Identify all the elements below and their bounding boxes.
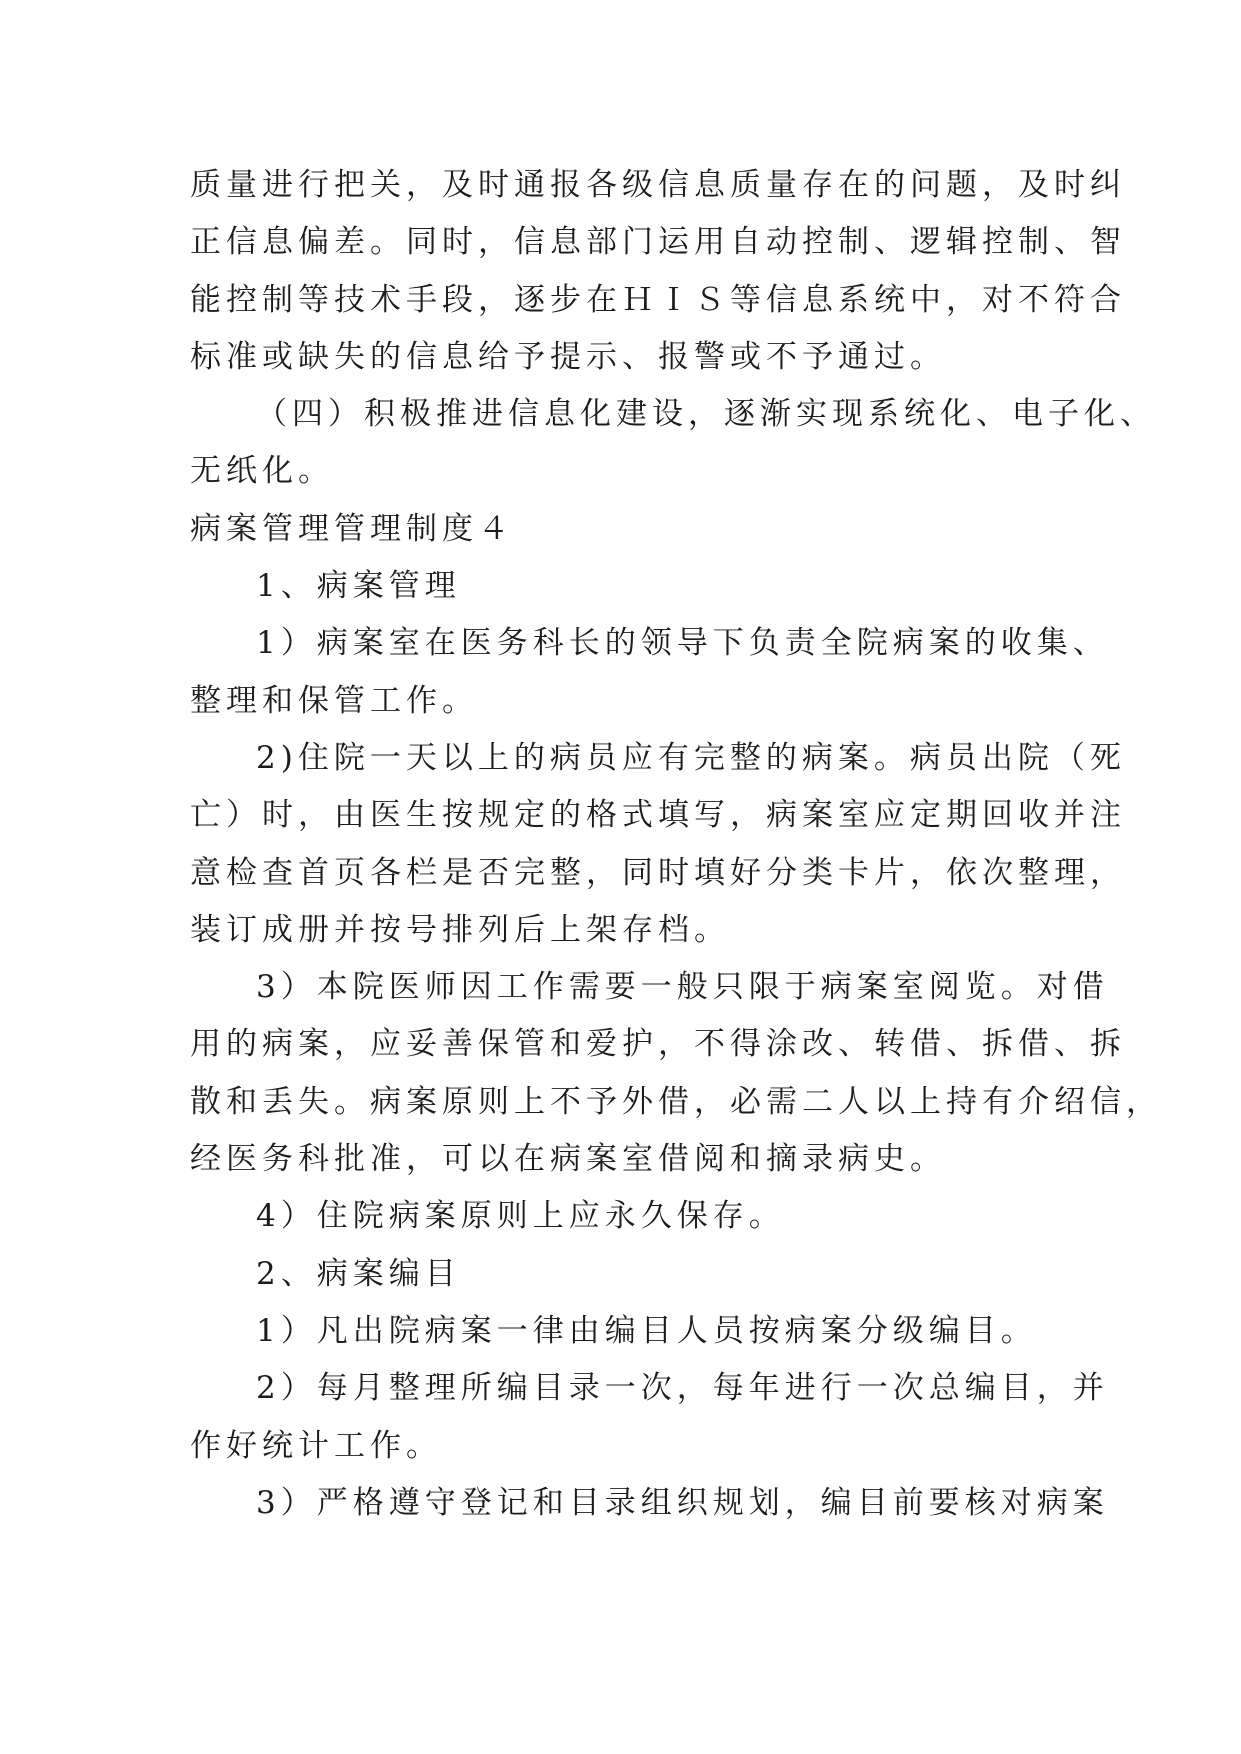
text-line: 装订成册并按号排列后上架存档。 [190, 911, 730, 948]
text-line: 质量进行把关，及时通报各级信息质量存在的问题，及时纠 [190, 167, 1126, 203]
text-line: 正信息偏差。同时，信息部门运用自动控制、逻辑控制、智 [190, 224, 1126, 261]
section-heading: （四）积极推进信息化建设，逐渐实现系统化、电子化、 [256, 396, 1156, 433]
document-body [190, 157, 1162, 1532]
section-heading: 1、病案管理 [256, 568, 461, 605]
section-heading: 2、病案编目 [256, 1255, 461, 1292]
text-line: 经医务科批准，可以在病案室借阅和摘录病史。 [190, 1141, 946, 1178]
document-title: 病案管理管理制度４ [190, 510, 514, 547]
text-line: 2）每月整理所编目录一次，每年进行一次总编目，并 [256, 1370, 1109, 1407]
text-line: 亡）时，由医生按规定的格式填写，病案室应定期回收并注 [190, 797, 1126, 834]
text-line: 4）住院病案原则上应永久保存。 [256, 1198, 785, 1235]
text-line: 用的病案，应妥善保管和爱护，不得涂改、转借、拆借、拆 [190, 1026, 1126, 1063]
text-line: 1）凡出院病案一律由编目人员按病案分级编目。 [256, 1312, 1037, 1349]
text-line: 作好统计工作。 [190, 1427, 442, 1464]
text-line: 意检查首页各栏是否完整，同时填好分类卡片，依次整理， [190, 854, 1126, 891]
text-line: 无纸化。 [190, 453, 334, 490]
text-line: 散和丢失。病案原则上不予外借，必需二人以上持有介绍信， [190, 1083, 1162, 1120]
text-line: 1）病案室在医务科长的领导下负责全院病案的收集、 [256, 625, 1109, 662]
text-line: 3）本院医师因工作需要一般只限于病案室阅览。对借 [256, 969, 1109, 1006]
text-line: 能控制等技术手段，逐步在ＨＩＳ等信息系统中，对不符合 [190, 281, 1126, 318]
text-line: 2)住院一天以上的病员应有完整的病案。病员出院（死 [256, 739, 1126, 776]
text-line: 标准或缺失的信息给予提示、报警或不予通过。 [190, 338, 946, 375]
text-line: 3）严格遵守登记和目录组织规划，编目前要核对病案 [256, 1484, 1109, 1521]
text-line: 整理和保管工作。 [190, 682, 478, 719]
